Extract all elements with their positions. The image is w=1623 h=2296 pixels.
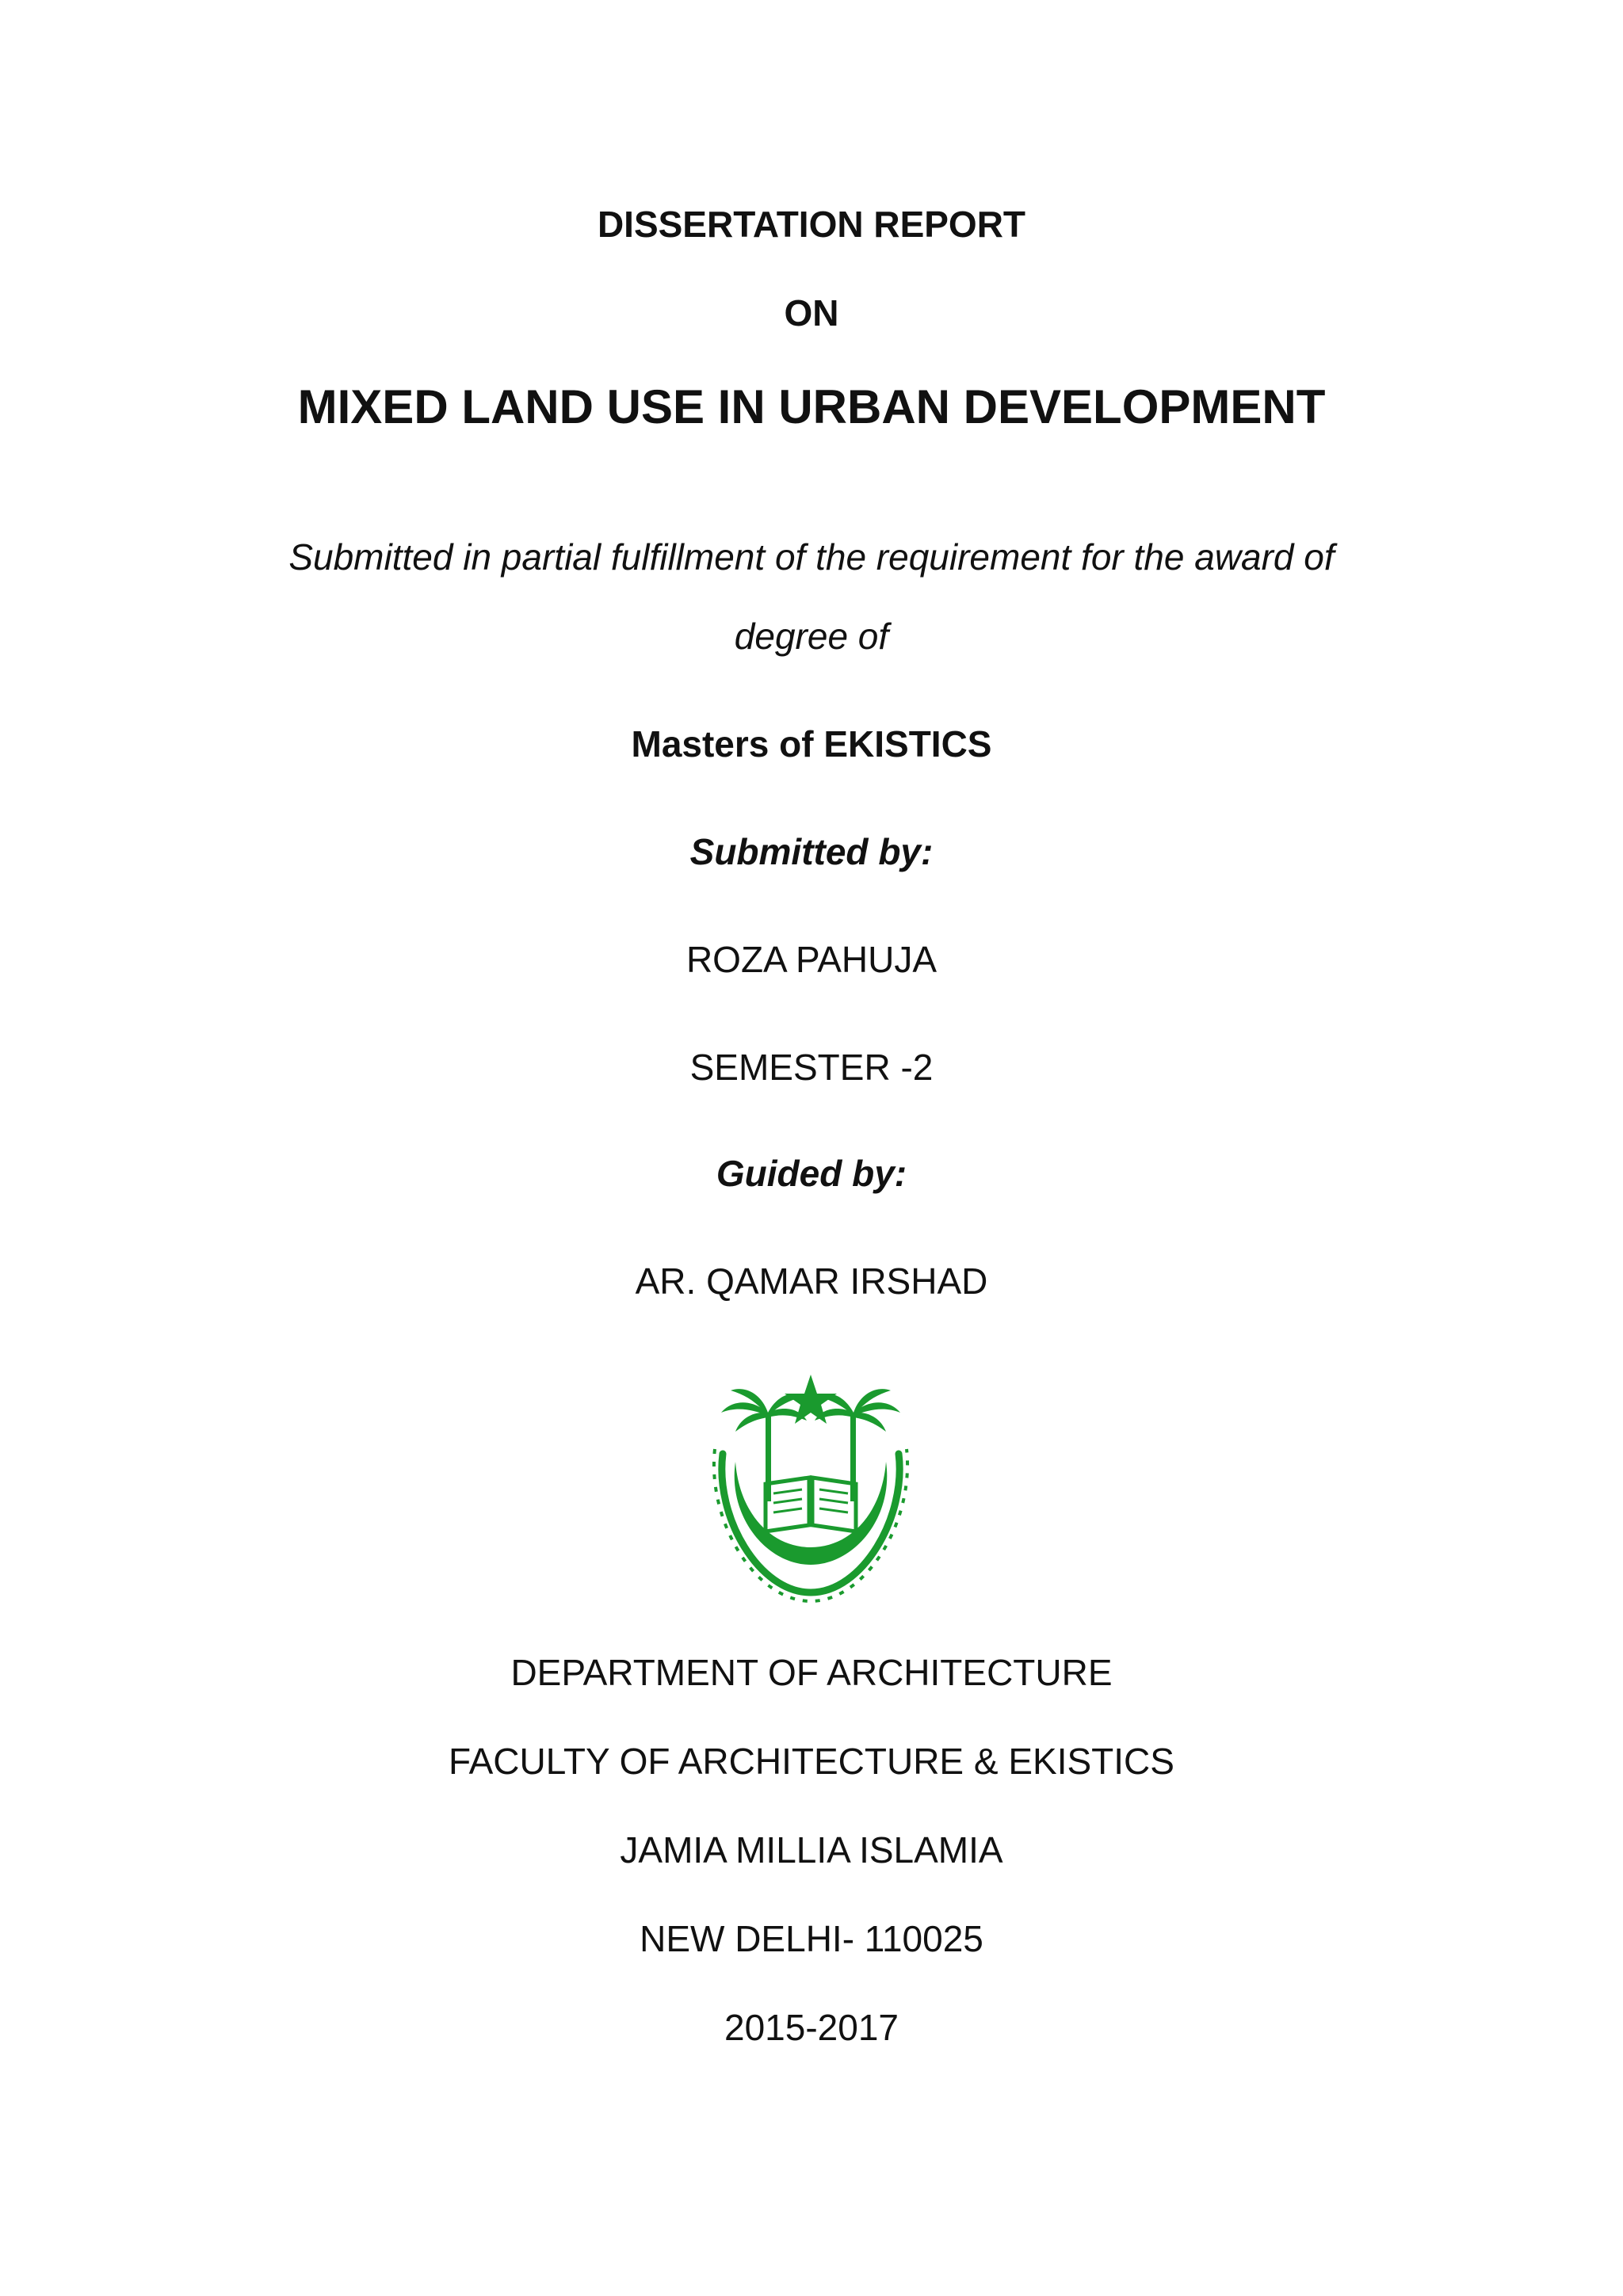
department-name: DEPARTMENT OF ARCHITECTURE (510, 1652, 1113, 1693)
university-emblem-icon (712, 1367, 910, 1604)
student-name: ROZA PAHUJA (685, 939, 938, 980)
guided-by-label: Guided by: (716, 1153, 907, 1194)
report-title: MIXED LAND USE IN URBAN DEVELOPMENT (297, 380, 1326, 433)
submission-statement-line1: Submitted in partial fulfillment of the requirement for the award of (288, 536, 1335, 578)
guide-name: AR. QAMAR IRSHAD (635, 1261, 988, 1302)
report-on-label: ON (784, 292, 839, 334)
submitted-by-label: Submitted by: (689, 831, 934, 872)
faculty-name: FACULTY OF ARCHITECTURE & EKISTICS (449, 1741, 1174, 1782)
university-name: JAMIA MILLIA ISLAMIA (620, 1829, 1003, 1871)
city-address: NEW DELHI- 110025 (640, 1918, 983, 1959)
report-type-heading: DISSERTATION REPORT (597, 204, 1026, 245)
submission-statement-line2: degree of (734, 616, 889, 657)
academic-years: 2015-2017 (724, 2007, 899, 2048)
degree-name: Masters of EKISTICS (631, 723, 992, 765)
semester: SEMESTER -2 (689, 1047, 934, 1088)
